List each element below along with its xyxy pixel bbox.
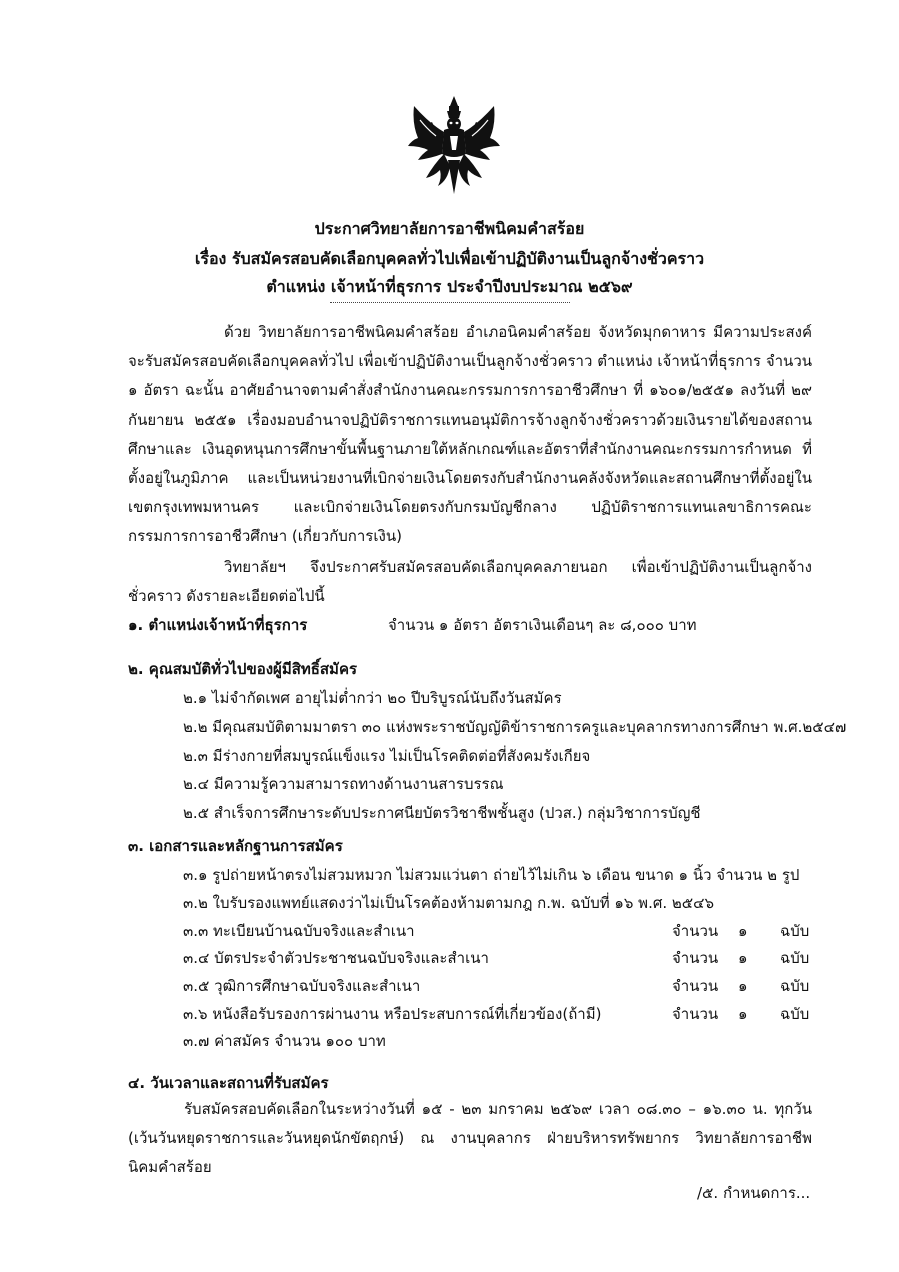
document-item: ๓.๓ ทะเบียนบ้านฉบับจริงและสำเนา bbox=[183, 922, 415, 940]
document-unit: ฉบับ bbox=[780, 949, 810, 967]
section3-heading: ๓. เอกสารและหลักฐานการสมัคร bbox=[128, 837, 343, 855]
document-qty-label: จำนวน bbox=[672, 949, 719, 967]
section1-heading: ๑. ตำแหน่งเจ้าหน้าที่ธุรการ bbox=[128, 616, 308, 634]
intro-paragraph bbox=[128, 318, 812, 552]
qualification-item: ๒.๑ ไม่จำกัดเพศ อายุไม่ต่ำกว่า ๒๐ ปีบริบูรณ์นับถึงวันสมัคร bbox=[183, 689, 562, 707]
document-item: ๓.๕ วุฒิการศึกษาฉบับจริงและสำเนา bbox=[183, 977, 421, 995]
document-qty-label: จำนวน bbox=[672, 922, 719, 940]
announcement-title: ประกาศวิทยาลัยการอาชีพนิคมคำสร้อย bbox=[314, 219, 585, 238]
qualification-item: ๒.๒ มีคุณสมบัติตามมาตรา ๓๐ แห่งพระราชบัญญัติข้าราชการครูและบุคลากรทางการศึกษา พ.ศ.๒๕๔๗ bbox=[183, 718, 847, 736]
qualification-item: ๒.๔ มีความรู้ความสามารถทางด้านงานสารบรรณ bbox=[183, 775, 504, 793]
document-unit: ฉบับ bbox=[780, 922, 810, 940]
application-fee: ๓.๗ ค่าสมัคร จำนวน ๑๐๐ บาท bbox=[183, 1032, 386, 1050]
announcement-subject: เรื่อง รับสมัครสอบคัดเลือกบุคคลทั่วไปเพื่อเข้าปฏิบัติงานเป็นลูกจ้างชั่วคราว bbox=[194, 249, 705, 268]
document-qty: ๑ bbox=[738, 977, 748, 995]
announcement-position: ตำแหน่ง เจ้าหน้าที่ธุรการ ประจำปีงบประมาณ ๒๕๖๙ bbox=[266, 277, 633, 296]
announce-paragraph bbox=[128, 553, 812, 611]
garuda-emblem-icon bbox=[404, 94, 504, 196]
section4-text: รับสมัครสอบคัดเลือกในระหว่างวันที่ ๑๕ - ๒๓ มกราคม ๒๕๖๙ เวลา ๐๘.๓๐ – ๑๖.๓๐ น. ทุกวัน (เว้นวันหยุดราชการและวันหยุดนักขัตฤกษ์) ณ งานบุคลากร ฝ่ายบริหารทรัพยากร วิทยาลัยการอาชีพนิคมคำสร้อย bbox=[128, 1100, 812, 1177]
document-qty: ๑ bbox=[738, 1005, 748, 1023]
document-item: ๓.๒ ใบรับรองแพทย์แสดงว่าไม่เป็นโรคต้องห้ามตามกฎ ก.พ. ฉบับที่ ๑๖ พ.ศ. ๒๕๔๖ bbox=[183, 894, 715, 912]
document-item: ๓.๔ บัตรประจำตัวประชาชนฉบับจริงและสำเนา bbox=[183, 949, 489, 967]
announce-text: วิทยาลัยฯ จึงประกาศรับสมัครสอบคัดเลือกบุคคลภายนอก เพื่อเข้าปฏิบัติงานเป็นลูกจ้างชั่วคราว ดังรายละเอียดต่อไปนี้ bbox=[128, 558, 812, 606]
document-qty: ๑ bbox=[738, 922, 748, 940]
document-item: ๓.๑ รูปถ่ายหน้าตรงไม่สวมหมวก ไม่สวมแว่นตา ถ่ายไว้ไม่เกิน ๖ เดือน ขนาด ๑ นิ้ว จำนวน ๒ รูป bbox=[183, 866, 800, 884]
title-divider bbox=[330, 302, 570, 303]
document-qty-label: จำนวน bbox=[672, 977, 719, 995]
intro-text: ด้วย วิทยาลัยการอาชีพนิคมคำสร้อย อำเภอนิคมคำสร้อย จังหวัดมุกดาหาร มีความประสงค์จะรับสมัครสอบคัดเลือกบุคคลทั่วไป เพื่อเข้าปฏิบัติงานเป็นลูกจ้างชั่วคราว ตำแหน่ง เจ้าหน้าที่ธุรการ จำนวน ๑ อัตรา ฉะนั้น อาศัยอำนาจตามคำสั่งสำนักงานคณะกรรมการการอาชีวศึกษา ที่ ๑๖๐๑/๒๕๕๑ ลงวันที่ ๒๙ กันยายน ๒๕๕๑ เรื่องมอบอำนาจปฏิบัติราชการแทนอนุมัติการจ้างลูกจ้างชั่วคราวด้วยเงินรายได้ของสถานศึกษาและ เงินอุดหนุนการศึกษาขั้นพื้นฐานภายใต้หลักเกณฑ์และอัตราที่สำนักงานคณะกรรมการกำหนด ที่ตั้งอยู่ในภูมิภาค และเป็นหน่วยงานที่เบิกจ่ายเงินโดยตรงกับสำนักงานคลังจังหวัดและสถานศึกษาที่ตั้งอยู่ในเขตกรุงเทพมหานคร และเบิกจ่ายเงินโดยตรงกับกรมบัญชีกลาง ปฏิบัติราชการแทนเลขาธิการคณะกรรมการการอาชีวศึกษา (เกี่ยวกับการเงิน) bbox=[128, 323, 812, 546]
section1-detail: จำนวน ๑ อัตรา อัตราเงินเดือนๆ ละ ๘,๐๐๐ บาท bbox=[388, 616, 697, 634]
document-unit: ฉบับ bbox=[780, 977, 810, 995]
section4-heading: ๔. วันเวลาและสถานที่รับสมัคร bbox=[128, 1074, 329, 1092]
document-qty: ๑ bbox=[738, 949, 748, 967]
document-unit: ฉบับ bbox=[780, 1005, 810, 1023]
document-qty-label: จำนวน bbox=[672, 1005, 719, 1023]
section2-heading: ๒. คุณสมบัติทั่วไปของผู้มีสิทธิ์สมัคร bbox=[128, 660, 358, 678]
continuation-marker: /๕. กำหนดการ... bbox=[697, 1184, 811, 1202]
qualification-item: ๒.๓ มีร่างกายที่สมบูรณ์แข็งแรง ไม่เป็นโรคติดต่อที่สังคมรังเกียจ bbox=[183, 747, 591, 765]
section4-paragraph bbox=[128, 1095, 812, 1183]
qualification-item: ๒.๕ สำเร็จการศึกษาระดับประกาศนียบัตรวิชาชีพชั้นสูง (ปวส.) กลุ่มวิชาการบัญชี bbox=[183, 804, 701, 822]
document-item: ๓.๖ หนังสือรับรองการผ่านงาน หรือประสบการณ์ที่เกี่ยวข้อง(ถ้ามี) bbox=[183, 1005, 602, 1023]
